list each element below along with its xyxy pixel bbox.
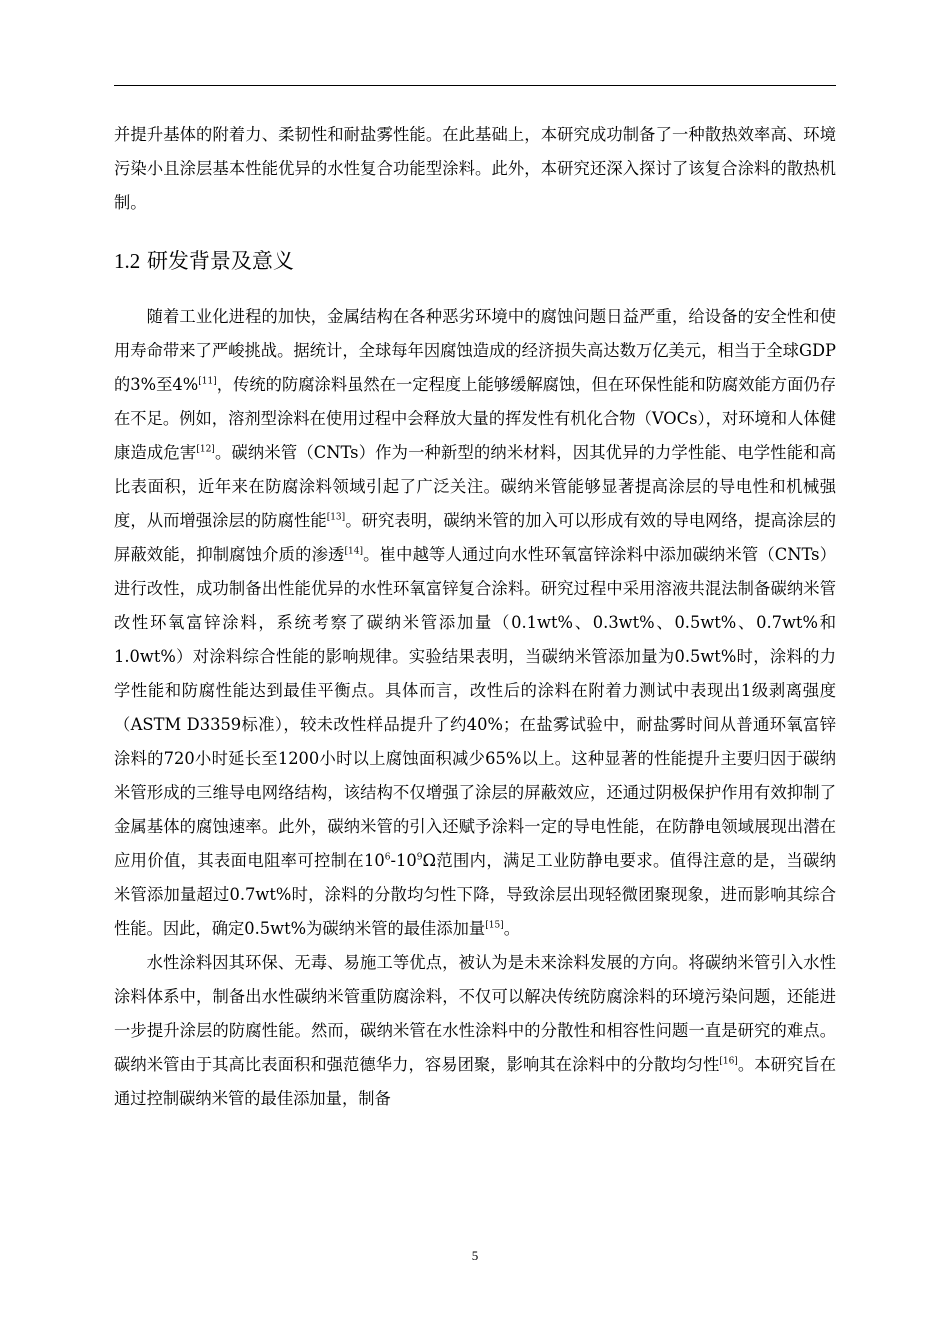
citation-ref: [14] bbox=[344, 546, 363, 557]
citation-ref: [16] bbox=[719, 1056, 738, 1067]
citation-ref: [13] bbox=[326, 512, 346, 523]
header-rule bbox=[114, 85, 836, 86]
exponent: 6 bbox=[384, 852, 391, 863]
document-body bbox=[114, 118, 836, 1116]
body-paragraph-1 bbox=[114, 300, 836, 946]
paragraph-text: 。崔中越等人通过向水性环氧富锌涂料中添加碳纳米管（CNTs）进行改性，成功制备出性能优异的水性环氧富锌复合涂料。研究过程中采用溶液共混法制备碳纳米管改性环氧富锌涂料，系统考察了碳纳米管添加量（0.1wt%、0.3wt%、0.5wt%、0.7wt%和1.0wt%）对涂料综合性能的影响规律。实验结果表明，当碳纳米管添加量为0.5wt%时，涂料的力学性能和防腐性能达到最佳平衡点。具体而言，改性后的涂料在附着力测试中表现出1级剥离强度（ASTM D3359标准），较未改性样品提升了约40%；在盐雾试验中，耐盐雾时间从普通环氧富锌涂料的720小时延长至1200小时以上腐蚀面积减少65%以上。这种显著的性能提升主要归因于碳纳米管形成的三维导电网络结构，该结构不仅增强了涂层的屏蔽效应，还通过阴极保护作用有效抑制了金属基体的腐蚀速率。此外，碳纳米管的引入还赋予涂料一定的导电性能，在防静电领域展现出潜在应用价值，其表面电阻率可控制在10 bbox=[114, 545, 836, 870]
paragraph-text: 。研究表明，碳纳米管的加入可以形成有效的导电网络，提高涂层的屏蔽效能，抑制腐蚀介质的渗透 bbox=[114, 511, 836, 564]
paragraph-text: 。 bbox=[503, 919, 520, 938]
paragraph-text: -10 bbox=[390, 851, 417, 870]
paragraph-text: Ω范围内，满足工业防静电要求。值得注意的是，当碳纳米管添加量超过0.7wt%时，涂料的分散均匀性下降，导致涂层出现轻微团聚现象，进而影响其综合性能。因此，确定0.5wt%为碳纳米管的最佳添加量 bbox=[114, 851, 836, 938]
exponent: 9 bbox=[416, 852, 423, 863]
paragraph-text: ，传统的防腐涂料虽然在一定程度上能够缓解腐蚀，但在环保性能和防腐效能方面仍存在不足。例如，溶剂型涂料在使用过程中会释放大量的挥发性有机化合物（VOCs），对环境和人体健康造成危害 bbox=[114, 375, 836, 462]
intro-paragraph: 并提升基体的附着力、柔韧性和耐盐雾性能。在此基础上，本研究成功制备了一种散热效率高、环境污染小且涂层基本性能优异的水性复合功能型涂料。此外，本研究还深入探讨了该复合涂料的散热机制。 bbox=[114, 125, 836, 212]
paragraph-text: 。碳纳米管（CNTs）作为一种新型的纳米材料，因其优异的力学性能、电学性能和高比表面积，近年来在防腐涂料领域引起了广泛关注。碳纳米管能够显著提高涂层的导电性和机械强度，从而增强涂层的防腐性能 bbox=[114, 443, 836, 530]
citation-ref: [11] bbox=[198, 376, 217, 387]
page-number: 5 bbox=[471, 1248, 479, 1263]
section-title: 研发背景及意义 bbox=[146, 249, 294, 273]
citation-ref: [15] bbox=[485, 920, 504, 931]
citation-ref: [12] bbox=[196, 444, 215, 455]
body-paragraph-2 bbox=[114, 946, 836, 1116]
section-heading bbox=[114, 244, 836, 278]
paragraph-text: 随着工业化进程的加快，金属结构在各种恶劣环境中的腐蚀问题日益严重，给设备的安全性和使用寿命带来了严峻挑战。据统计，全球每年因腐蚀造成的经济损失高达数万亿美元，相当于全球GDP的3%至4% bbox=[114, 307, 836, 394]
paragraph-text: 水性涂料因其环保、无毒、易施工等优点，被认为是未来涂料发展的方向。将碳纳米管引入水性涂料体系中，制备出水性碳纳米管重防腐涂料，不仅可以解决传统防腐涂料的环境污染问题，还能进一步提升涂层的防腐性能。然而，碳纳米管在水性涂料中的分散性和相容性问题一直是研究的难点。碳纳米管由于其高比表面积和强范德华力，容易团聚，影响其在涂料中的分散均匀性 bbox=[114, 953, 836, 1074]
paragraph-text: 。本研究旨在通过控制碳纳米管的最佳添加量，制备 bbox=[114, 1055, 836, 1108]
section-number: 1.2 bbox=[114, 249, 141, 273]
